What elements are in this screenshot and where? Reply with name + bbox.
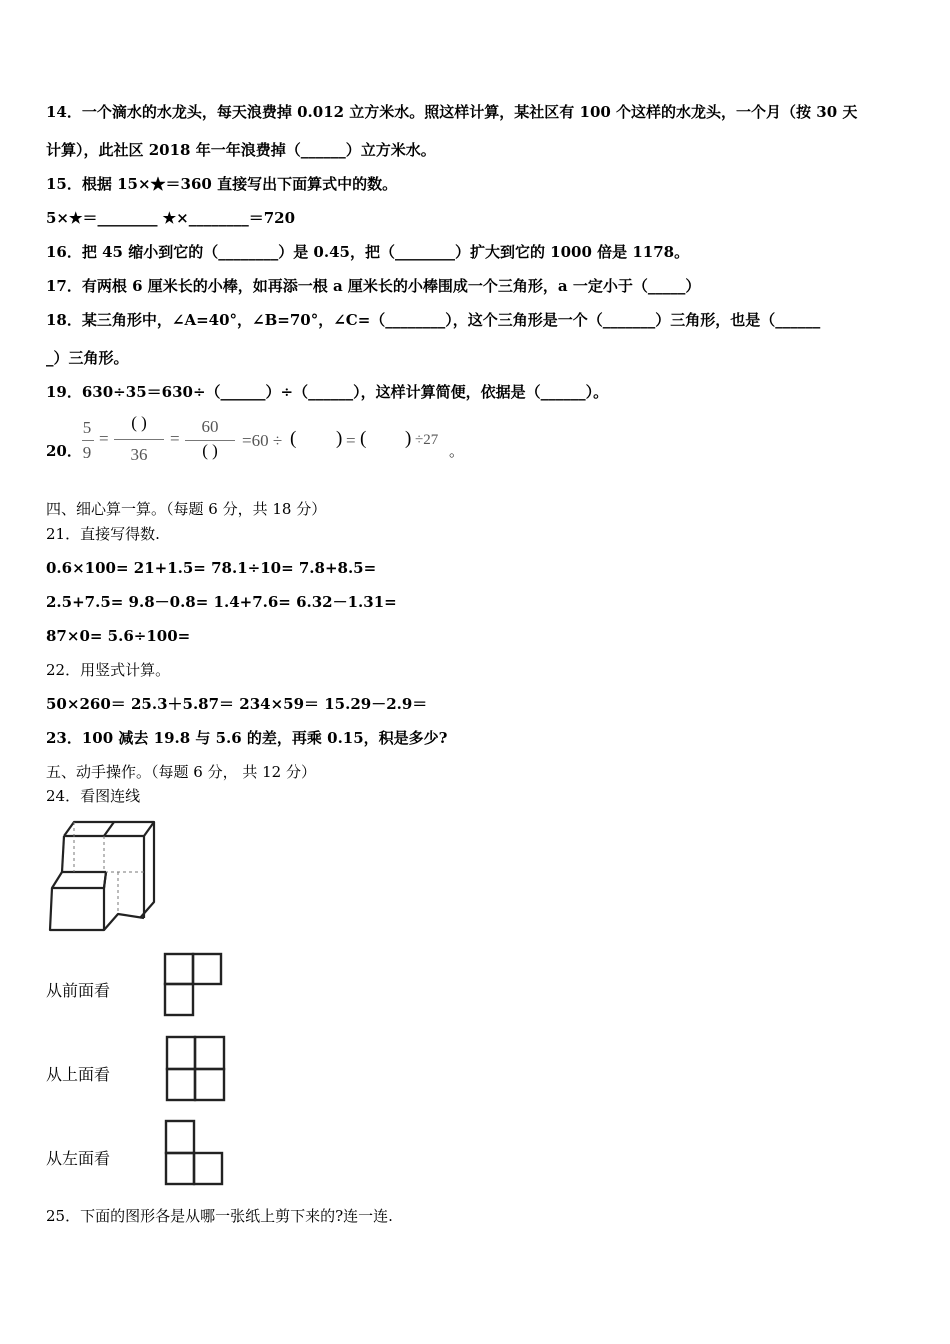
section5-title: 五、动手操作。（每题 6 分， 共 12 分） [46,763,316,781]
q20-paren2-close: ) [405,428,412,449]
q23: 23．100 减去 19.8 与 5.6 的差，再乘 0.15，积是多少? [46,729,448,747]
fraction-2-denominator: 36 [130,445,148,464]
fraction-1-numerator: 5 [82,418,92,437]
q20-fraction-3 [183,417,237,467]
q21-title: 21．直接写得数. [46,525,160,543]
q20-eq3: = [346,431,356,450]
cube-figure [44,818,159,936]
view-front-label: 从前面看 [46,981,111,1000]
section4-title: 四、细心算一算。（每题 6 分，共 18 分） [46,500,327,518]
fraction-2-bar [114,439,164,440]
q20-paren1-open: ( [290,428,297,449]
left-view-grid [163,1119,225,1187]
q21-row3: 87×0= 5.6÷100= [46,627,191,645]
q15-line2: 5×★＝________ ★×________＝720 [46,209,296,227]
q20-paren2-open: ( [360,428,367,449]
q24-title: 24．看图连线 [46,787,141,805]
q18-line1: 18．某三角形中，∠A=40°，∠B=70°，∠C=（________），这个三角形是一个（_______）三角形，也是（______ [46,311,821,329]
q14-line2: 计算），此社区 2018 年一年浪费掉（______）立方米水。 [46,141,436,159]
q20-paren1-close: ) [336,428,343,449]
fraction-3-numerator: 60 [201,417,219,436]
q22-row1: 50×260＝ 25.3＋5.87＝ 234×59＝ 15.29－2.9＝ [46,695,428,713]
q22-title: 22．用竖式计算。 [46,661,171,679]
q20-eq1: = [99,429,109,448]
q20-tail1: =60 ÷ [242,431,283,450]
fraction-1-bar [82,440,94,441]
q20-tail2: ÷27 [415,432,439,448]
q20-end: 。 [449,444,465,460]
q14-line1: 14．一个滴水的水龙头，每天浪费掉 0.012 立方米水。照这样计算，某社区有 100 个这样的水龙头，一个月（按 30 天 [46,103,858,121]
fraction-3-denominator: ( ) [202,441,218,460]
q21-row1: 0.6×100= 21+1.5= 78.1÷10= 7.8+8.5= [46,559,377,577]
view-top-label: 从上面看 [46,1065,111,1084]
view-left-label: 从左面看 [46,1149,111,1168]
top-view-grid [164,1035,228,1103]
front-view-grid [163,952,225,1018]
q25: 25．下面的图形各是从哪一张纸上剪下来的?连一连. [46,1207,393,1225]
q20-label: 20． [46,442,82,460]
q18-line2: _）三角形。 [46,349,129,367]
fraction-2-numerator: ( ) [131,413,147,432]
q16-line1: 16．把 45 缩小到它的（________）是 0.45，把（________）扩大到它的 1000 倍是 1178。 [46,243,690,261]
q19-line1: 19．630÷35＝630÷（______）÷（______），这样计算简便，依据是（______）。 [46,383,609,401]
q20-eq2: = [170,429,180,448]
fraction-1-denominator: 9 [82,443,92,462]
q21-row2: 2.5+7.5= 9.8－0.8= 1.4+7.6= 6.32－1.31= [46,593,397,611]
q20-fraction-2 [112,413,166,467]
q17-line1: 17．有两根 6 厘米长的小棒，如再添一根 a 厘米长的小棒围成一个三角形，a 一定小于（_____） [46,277,701,295]
q15-line1: 15．根据 15×★＝360 直接写出下面算式中的数。 [46,175,398,193]
